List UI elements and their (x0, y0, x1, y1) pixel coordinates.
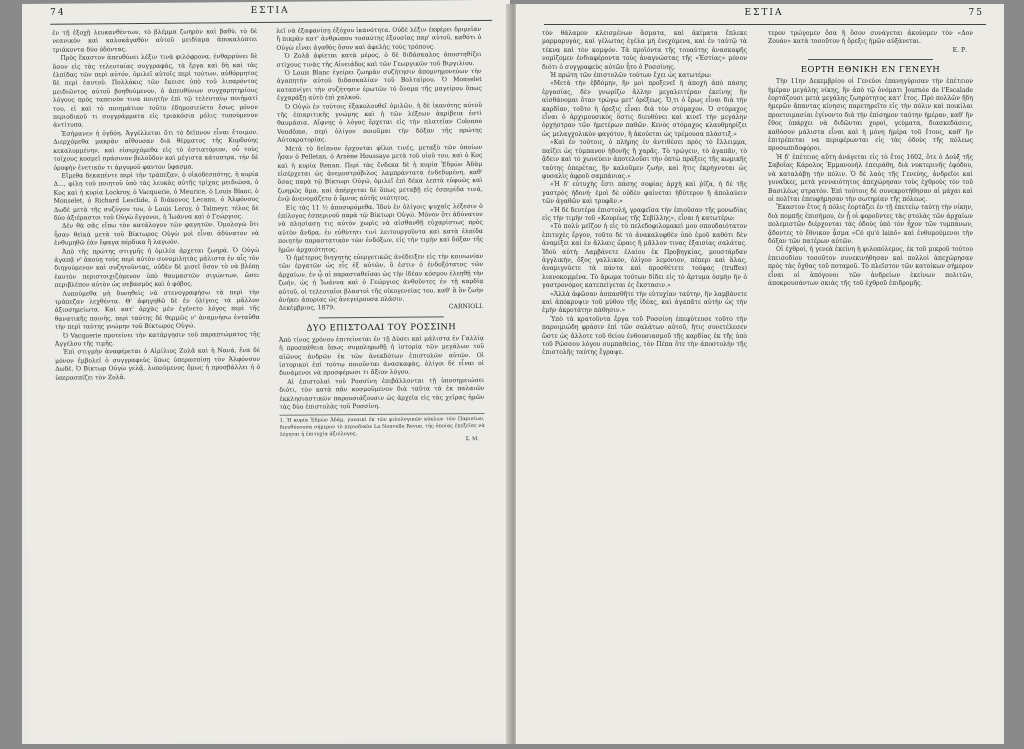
right-column-1 (542, 30, 747, 358)
article-signoff (279, 303, 484, 313)
paragraph: τὸν θάλαμον κλεισμένων ἄσματα, καὶ ἀκίματα ἔπλεκε μαρμαρυγάς, καὶ γέλωτας ἐγέλα μὴ ἐνεχόμενα, καὶ ἐν ταὐτῷ τὰ τέκνα καὶ τὸν κομψόν. Τὰ προϊόντα τῆς τουαύτης ἀνασκαφῆς νομίζομεν ἐνδιαφέροντα τοὺς ἀναγνώστας τῆς «Ἑστίας» μόνον διότι ὁ συγγραφεὺς αὐτῶν ἦτο ὁ Ροσσίνης. (542, 30, 747, 71)
paragraph: τερον τρώγομεν ὅσα ἢ ὅσον συνάγεται ἀκούομεν τὸν «Δον Ζουάν» κατὰ τοσοῦτον ἡ ὄρεξις ἡμῶν αὐξάνεται. (768, 30, 973, 46)
feast-article-title: ΕΟΡΤΗ ΕΘΝΙΚΗ ΕΝ ΓΕΝΕΥΗ (800, 64, 941, 75)
paragraph: Ὁ Οὐγὼ ἐν τούτοις ἐξακολουθεῖ ὀμιλῶν, ἡ δὲ ἱκανότης αὐτοῦ τῆς ἐπικριτικῆς γνώμης καὶ ἡ τῶν λέξεων ἀκρίβεια ἐστὶ θαυμάσια. Αἴφνης ὁ λόγος ἔρχεται εἰς τὴν πλατεῖαν Colonne Vendôme, περὶ ὀλίγον ποιοῦμαι τὴν δόξαν τῆς πρώτης Αὐτοκρατορίας. (276, 101, 483, 145)
left-page-number: 74 (50, 7, 66, 18)
paragraph: Ἐσήμανεν ἡ ὀγδόη. Ἀγγέλλεται ὅτι τὸ δεῖπνον εἶναι ἕτοιμον. Διερχόμεθα μακρὰν αἴθουσαν διὰ θέρματος τῆς Κορδούης κεκαλυμμένην, καὶ εἰσερχόμεθα εἰς τὸ ἑστιατόριον, οὗ τοὺς τοίχους κοσμεῖ πράσινον βελοῦδον καὶ μέγιστα κάτοπτρα, τὴν δὲ ὀροφὴν ἐνετικὸν τι ἀργυροῦ φαντον ὕφασμα. (53, 128, 259, 172)
paragraph: «Καὶ ἐν τούτοις, ὁ πλήρης ἐν ἀντιθέσει πρὸς τὸ ἔλλειμμα, παίζει ὡς τύμπανον ἡδονῆς ἢ χαρᾶς. Τὸ τρώγειν, τὸ ἀγαπᾶν, τὸ ᾄδειν καὶ τὸ χωνεύειν ἀποτελοῦσι τὴν ὀπτὼ πράξεις τῆς κωμικῆς ταύτης ὀπερέτας, ἣν καλοῦμεν ζωήν, καὶ ἥτις ἐκρήγνυται ὡς φυσαλὶς ἀφροῦ σαμπάνιας.» (542, 139, 747, 180)
signoff-date: Δεκέμβριος, 1879. (278, 304, 336, 313)
paragraph: Ὁ ἡμέτερος διηγητὴς εὐεργετικῶς ἀνέδειξεν εἰς τὴν κοινωνίαν τῶν ἐργατῶν ὡς εἷς ἐξ αὐτῶν, ὃ ἐστιν ὁ ἐνδοξότατος τῶν ἀρχαίων, ἐν ᾧ αἱ παρασταθεῖσαι ὡς τὴν ἰδέαν κόσμου ἐλεηθῇ τὴν ζωήν, ὡς ἡ Ἰωάννα καὶ ὁ Γεώργιος ἀνθοῦντες ἐν τῇ καρδίᾳ αὐτοῦ, οἱ τελευταῖοι βλαστοὶ τῆς οἰκογενείας του, καθ' ἃ ὃν ζωὴν ἀνήκει ἀπορίας ὡς ἀνεγείρουσα πλάσιν. (278, 252, 484, 304)
paragraph: «Ἡ δ' εὐτυχὴς ἔστι πάσης σοφίας ἀρχὴ καὶ ῥίζα, ἡ δὲ τῆς γαστρὸς ἡδονή· ἐμοὶ δὲ οὐδὲν φαίνεται ἡδύτερον ἢ ἀπολαύειν τῶν ἀγαθῶν καὶ τρυφᾶν.» (542, 181, 747, 206)
intro-signature: Ε. Ρ. (952, 46, 967, 54)
paragraph: Εἰς τὰς 11 ½ ἀποσυρόμεθα. Ἰδοὺ ἐν ὀλίγοις ψυχαῖς λέξεσιν ὁ ἐπίλογος ἑσπερινοῦ παρὰ τῷ Βίκτωρι Οὐγώ. Μόνον ὅτι ἀδύνατον νὰ πλησίασῃ τις αὐτὸν χωρὶς νὰ αἰσθανθῇ εὐχαρίστως πρὸς αὐτὸν ἄνδρα, ἐν εὐθύτητι τινὶ λειτουργοῦντα καὶ κατὰ ἐλπίδα ποιητὴν παραστατικὸν τῶν ἐνδόξων, εἰς τὴν τιμὴν καὶ δόξαν τῆς ἡμῶν ἀρχαιότητος. (277, 202, 484, 254)
paragraph: Ὁ Ζολᾶ ἀφίεται κατὰ μέρος, ὁ δὲ διδάσκαλος ἀποστηθίζει στίχους τινὰς τῆς Αἰνειάδος καὶ τῶν Γεωργικῶν τοῦ Βιργιλίου. (276, 51, 482, 69)
paragraph: Μετὰ τὸ δεῖπνον ἔρχονται φίλοι τινές, μεταξὺ τῶν ὁποίων ἦσαν ὁ Pelletan, ὁ Arsène Houssaye μετὰ τοῦ υἱοῦ του, καὶ ὁ Κος καὶ ἡ κυρία Renan. Περὶ τὰς ἕνδεκα δὲ ἡ κυρία Ἐδμὼν Ἀδὰμ εἰσέρχεται ὡς ἀνεμοστρόβιλος λαμπράντατα ἐνδεδυμένη, καθ' ὅσας παρὰ τῷ Βίκτωρι Οὐγώ, ὁμιλεῖ ἐπὶ δέκα λεπτὰ εὐφυῶς καὶ ζωηρῶς ἅμα, καὶ ἀπέρχεται δὲ ὅπως μεταβῇ εἰς ἑσπερίδα τινά, ἐνῷ ἀνενομάζετο ὁ ὕμνος αὐτῆς νεότητος. (277, 143, 483, 203)
section-divider (319, 316, 444, 318)
article-title: ΔΥΟ ΕΠΙΣΤΟΛΑΙ ΤΟΥ ΡΟΣΣΙΝΗ (306, 321, 457, 333)
paragraph: Ἡ πρώτη τῶν ἐπιστολῶν τούτων ἔχει ὡς κατωτέρω: (550, 72, 712, 80)
footnote-signature: Σ. Μ. (465, 436, 479, 443)
paragraph: «Μετὰ τὴν ἑβδόμην, ἣν μοὶ προξενεῖ ἡ ἀποχὴ ἀπὸ πάσης ἐργασίας, δὲν γνωρίζω ἄλλην μεγαλειτέραν ἐκείνης ἣν αἰσθάνομαι ὅταν τρώγω μετ' ὀρέξεως. Ὅ,τι ὁ ἔρως εἶναι διὰ τὴν καρδίαν, τοῦτο ἡ ὄρεξις εἶναι διὰ τὸν στόμαχον. Ὁ στόμαχος εἶναι ὁ ἀρχιμουσικὸς ὅστις διευθύνει καὶ κινεῖ τὴν μεγάλην ὀρχήστραν τῶν ἡμετέρων παθῶν. Κενὸς στόμαχος κλαυθμηρίζει ὡς μελαγχολικὸν φαγότον, ἢ ἀκούεται ὡς τρέμουσα πλάστιξ.» (542, 80, 747, 138)
paragraph: «Τὸ πολὺ μεῖζον ἡ εἰς τὸ πελεδοφιλομακεὶ μου σπουδαιότατον ἐπιτυχὲς ἔργον, τοῦτο δὲ τὸ ἀνακαλυφθὲν ὑπὸ ἐμοῦ καθότι δὲν ἀναμίξει καὶ ἐν ἄλλαις ὥραις ἢ μᾶλλον τινας ἐξαισίας σαλάτας. Ἰδοὺ αὐτή: Λαμβάνετε ἐλαίου ἐκ Προβηγκίας, μουστάρδαν ἀγγλικήν, ὄξος γαλλικόν, ὀλίγον λεμόνιον, πέπερι καὶ ἅλας, ἀναμιγνύετε τὰ πάντα καὶ προσθέτετε τούφας (truffes) λιανοκομμένα. Τὸ ἄρωμα τούτων δίδει εἰς τὸ ἄρτυμα ὀσμὴν ἣν ὁ γαστρονόμος κατεπείγεται ἐς ἔκστασιν.» (542, 223, 747, 290)
paragraph: λεῖ νὰ ἐξαφανίσῃ ἐξόχου ἱκανότητα. Οὐδὲ λέξιν ἐκφέρει δριμεῖαν ἢ πικρὰν κατ' ἀνθρώπου τοσαύτης ἐξουσίας παρ' αὐτοῦ, καθότι ὁ Οὐγὼ εἶναι ἀγαθὸς ὅσον καὶ ἀφελὴς τοὺς τρόπους. (276, 25, 482, 52)
paragraph: Δὲν θὰ σᾶς εἴπω τὸν κατάλογον τῶν φαγητῶν. Ὁμολογῶ ὅτι ἦσαν θεϊκὰ μετὰ τοῦ Βίκτωρος Οὐγὼ μοὶ εἶναι ἀδύνατον νὰ ἐνθυμηθῶ ἐὰν ἔφαγα πέρδικα ἢ λαγωόν. (53, 221, 260, 247)
left-column-2 (276, 26, 485, 445)
paragraph: «Ἀλλὰ ἀφῶσαν ἀσπασθῆτε τὴν εὐτυχίαν ταύτην, ἣν λαμβάνετε καὶ ἀπόκρυψιν τοῦ μύθου τῆς ἰδέας, καὶ ἀγαπᾶτε αὐτὴν ὡς τὴν ἐμὴν ἀκροτάτην πάθησιν.» (542, 290, 747, 315)
paragraph: Ἐπὶ στιγμὴν ἀναφέρεται ὁ Αἰμίλιος Ζολᾶ καὶ ἡ Νανά, ἔνα δὲ μόνον ἐμβολεῖ ὁ συγγραφεὺς ὅπως ὑπερασπίσῃ τὸν Ἀλφόνσον Δωδέ. Ὁ Βίκτωρ Οὐγὼ γελᾷ, λυπούμενος ὅμως ἡ προσβάλλει ἡ ὁ ὑπερασπίζει τὸν Ζολᾶ. (55, 347, 261, 382)
left-running-head (50, 4, 490, 22)
left-page (22, 0, 516, 744)
left-page-title: ΕΣΤΙΑ (250, 5, 290, 17)
paragraph: Αἱ ἐπιστολαὶ τοῦ Ροσσίνη ἐπιβάλλονται τῇ ὑποσημειώσει διότι, τὸν κατὰ πᾶν κοσμοῦμενον διὰ ταῦτα τὰ ἐκ παλαιῶν ἐκκλησιαστικῶν παρουσιάζουσιν ὡς ἀρχεῖα εἰς τὰς χεῖρας ἡμῶν τὰς δύο ἐπιστολὰς τοῦ Ροσσίνη. (279, 376, 485, 411)
paragraph: Οἱ ἐχθροί, ἡ γενεὰ ἐκείνη ἡ φιλοπόλεμος, ἐκ τοῦ μικροῦ τούτου ἐπεισοδίου τοσοῦτον συνεκινήθησαν καὶ πολλοὶ ἀπεχώρησαν πρὸς τὰς ὄχθας τοῦ ποταμοῦ. Τὸ πλεῖστον τῶν κατοίκων σήμερον εἶναι οἱ ἀπόγονοι τῶν ἀνδρείων ἐκείνων πολιτῶν, ἀποκρουσάντων σκιὰς τῆς τοῦ ἐχθροῦ ἐπιδρομῆς. (768, 246, 973, 287)
paragraph: Τὴν 11ην Δεκεμβρίου οἱ Γενεύοι ἐπανηγύρισαν τὴν ἐπέτειον ἡμέραν μεγάλης νίκης, ἣν ἀπὸ τῷ ὀνόματι Journée de l'Escalade ἑορτάζουσι μετὰ μεγάλης ζωηρότητος κατ' ἔτος. Πρὸ πολλῶν ἤδη ἡμερῶν ἄπαντας κίνησις παρετηρεῖτο εἰς τὴν πόλιν καὶ ποικίλαι προετοιμασίαι ἐγίνοντο διὰ τὴν ἐπίσημον ταύτην ἡμέραν, καθ' ἣν ἔθος ὑπάρχει νὰ διδῶνται χοροί, γεύματα, διασκεδάσεις, καθόσον μάλιστα εἶναι καὶ ἡ μόνη ἡμέρα τοῦ ἔτους, καθ' ἣν ἐπιτρέπεται να περιφέρωνται εἰς τὰς ὁδοὺς τῆς πόλεως προσωπιδοφόροι. (768, 78, 973, 153)
paragraph: Ἀπὸ τῆς πρώτης στιγμῆς ἡ ὁμιλία ἀρχεται ζωηρά. Ὁ Οὐγὼ ἀγαπᾷ ν' ἀκούῃ τοὺς περὶ αὐτὸν συνομιλητὰς μάλιστα ἐν αἷς τὸν διηγούμενον καὶ συζητοῦντας, οὐδὲν δὲ μισεῖ ὅσον τὸ νὰ βλέπῃ ἑαυτὸν περιστοιχιζόμενον ὑπὸ θαυμαστῶν σιγώντων, ὥσει περιβλέπον αὐτὸν ὡς σεβασμὸς καὶ ὁ φόβος. (54, 246, 260, 289)
signoff-name: CARNIOLI. (448, 303, 484, 311)
paragraph: Ἡ δ' ἐπέτειος αὕτη ἀνάγεται εἰς τὸ ἔτος 1602, ὅτε ὁ Δοὺξ τῆς Σαβοΐας Κάρολος Ἐμμανουὴλ ἐπειράθη, διὰ νυκτερινῆς ἐφόδου, νὰ καταλάβῃ τὴν πόλιν. Ὁ δὲ λαὸς τῆς Γενεύης, ἀνδρεῖοι καὶ γυναῖκες, μετὰ γενναιότητος ἀπεχώρησαν τοὺς ἐχθροὺς τὸν τοῦ Βασιλέως στρατόν. Ἐπὶ τούτοις δὲ συνεκροτήθησαν αἱ μάχαι καὶ οἱ πολῖται ἐπευφήμησαν τὴν σωτηρίαν τῆς πόλεως. (768, 153, 973, 203)
paragraph: Ὁ Louis Blanc ἐγείρει ζωηρὰν συζήτησιν ἀπομνημονεύων τὴν ἀγαπητὴν αὐτοῦ διδασκαλίαν τοῦ Βολταίρου. Ὁ Monselet καταπνίγει τὴν συζήτησιν ἐρωτῶν τὸ ὄνομα τῆς μαγείρου ὅπως ἐγχαράξῃ αὐτὸ ἐπὶ χαλκοῦ. (276, 68, 482, 103)
paragraph: Ἔκαστον ἔτος ἡ πόλις ἑορτάζει ἐν τῇ ἐπετείῳ ταύτῃ τὴν νίκην, διὰ πομπῆς ἐπισήμου, ἐν ᾗ οἱ φοροῦντες τὰς στολὰς τῶν ἀρχαίων πολεμιστῶν διέρχονται τὰς ὁδοὺς ὑπὸ τὸν ἦχον τῶν τυμπάνων, ᾄδοντες τὸ ἔθνικον ᾆσμα «Cé qu'è lainô» καὶ ἐνθυμούμενοι τὴν δόξαν τῶν πατέρων αὐτῶν. (768, 204, 973, 245)
section-divider (808, 59, 933, 60)
paragraph: «Ἡ δὲ δευτέρα ἐπιστολή, γραφεῖσα τὴν ἐπιοῦσαν τῆς μονωδίας εἰς τὴν τιμὴν τοῦ «Κουρέως τῆς Σεβίλλης», εἶναι ἡ κατωτέρω: (542, 206, 747, 222)
paragraph: Λυπούμεθα μὴ δυνηθεὶς νὰ στενογραφήσω τὰ περὶ τὴν τράπεζαν λεχθέντα. Θ' ἀφηγηθῶ δὲ ἐν ὀλίγοις τὰ μᾶλλον ἀξιοσημείωτα. Καὶ κατ' ἀρχὰς μὲν ἐγένετο λόγος περὶ τῆς θανατικῆς ποινῆς, περὶ ταύτης δὲ θερμῶς ν' ἀναμνήσω ἐνταῦθα τὴν περὶ ταύτης γνώμην τοῦ Βίκτωρος Οὐγώ. (54, 288, 260, 331)
footnote (280, 413, 485, 444)
footnote-text: 1. Ἡ κυρία Ἐδμὼν Ἀδάμ, γυναικὶ ἐκ τῶν φιλολογικῶν κύκλων τῶν Παρισίων, διευθύνουσα σήμερον τὸ περιοδικὸν La Nouvelle Revue, τῆς ὁποίας ἐπεξεῖσε νὰ λέγηται ἡ ἐπιτυχία ἀξιόλογος. (279, 416, 485, 438)
header-rule (544, 24, 986, 25)
paragraph: Ὁ Vacquerie προτείνει τὴν κατάργησιν τοῦ παραπτώματος τῆς Ἀγγέλου τῆς τιμῆς. (54, 330, 260, 348)
left-column-1 (52, 28, 260, 383)
right-page (516, 4, 1004, 744)
paragraph: Εἴμεθα δεκαπέντε περὶ τὴν τράπεζαν, ὁ οἰκοδεσπότης, ἡ κυρία Δ..., φίλη τοῦ ποιητοῦ ὑπὸ τὰς λευκὰς αὐτῆς τρίχας μειδιῶσα, ὁ Κος καὶ ἡ κυρία Lockroy, ὁ Vacquerie, ὁ Meurice, ὁ Louis Blanc, ὁ Monselet, ὁ Richard Lesclide, ὁ διάκονος Lecanu, ὁ Ἀλφόνσος Δωδὲ μετὰ τῆς συζύγου του, ὁ Louis Leroy, ὁ Talmeyr, τέλος δὲ δύο ἀξιέραστοι τοῦ Οὐγὼ ἔγγονοι, ἡ Ἰωάννα καὶ ὁ Γεώργιος. (53, 170, 259, 222)
book-spread (22, 4, 1004, 744)
right-running-head (544, 8, 984, 22)
paragraph: Ἀπὸ τίνος χρόνου ἐπιτείνεται ἐν τῇ Δύσει καὶ μάλιστα ἐν Γαλλίᾳ ἡ προσπάθεια ὅπως συμπληρωθῇ ἡ ἱστορία τῶν μεγάλων τοῦ αἰῶνος ἀνδρῶν ἐκ τῶν ἀνεκδότων ἐπιστολῶν αὐτῶν. Οἱ ἱστορικοὶ ἐπὶ τούτῳ ποιοῦνται ἀνασκαφὰς, ὀλίγοι δὲ εἶναι οἱ δυνάμενοι νὰ προσφέρωσι τι ἄξιον λόγου. (278, 334, 485, 378)
right-column-2 (768, 30, 973, 288)
paragraph: Ὑπὸ τὰ κρατοῦντα ἔργα τοῦ Ροσσίνη ἐπεφύτευσε τοῦτο τὴν παροιμιώδη φράσιν ἐπὶ τῶν σαλάτων αὐτοῦ, ἥτις συνετέλεσεν ὥστε ὡς ἄλλοτε τοῦ θείου ἐνθουσιασμοῦ τῆς καρδίας ἐκ τῆς ὑπὸ τοῦ Ρώσσου λόγου συμπαθείας, τὸν Πέπα ὅτε τὴν ἀποστολὴν τῆς ἐπιστολῆς ταύτης ἔγραψε. (542, 315, 747, 357)
right-page-title: ΕΣΤΙΑ (744, 8, 784, 18)
paragraph: Πρὸς ἕκαστον ἀπευθύνει λέξιν τινὰ φιλόφρονα, ἐνθαρρύνει δὲ ὅσον εἰς τὰς τελευταίας συγγραφάς, τὰ ἔργα καὶ δὴ καὶ τὰς ἐλπίδας τῶν περὶ αὐτόν, ὁμιλεῖ αὐτοῖς περὶ τούτων, αὐθόρμητος δὲ περὶ ἑαυτοῦ. Πολλάκις τῶν ἔκεισε ὑπὸ τοῦ λιπαρόντος μειδιῶντος αὐτοῦ βοηθούμενον, ὁ ἀπευθύνων συγχαρητηρίους λόγους πρὸς ταπεινὸν τινα ποιητὴν ἐπὶ τῷ τελευταίῳ ποιήματί του, εἰ καὶ τὸ ποιημάτιον τοῦτο ἐδημοσιεύετο ἔσως μόνον περιοδικοῦ τι συγγράμματα εἰς τριακόσια μόλις τυπούμενον ἀντίτυπα. (52, 53, 259, 130)
right-page-number: 75 (968, 8, 984, 18)
paragraph: ἐν τῇ ἐξοχῇ λευκανθέντων, τὸ βλέμμα ζωηρὸν καὶ βαθύ, τὸ δὲ νεανικὸν καὶ καλοκἀγαθὸν αὐτοῦ μειδίαμα ἀποκαλύπτει τριάκοντα δύο ὀδόντας. (52, 27, 258, 54)
